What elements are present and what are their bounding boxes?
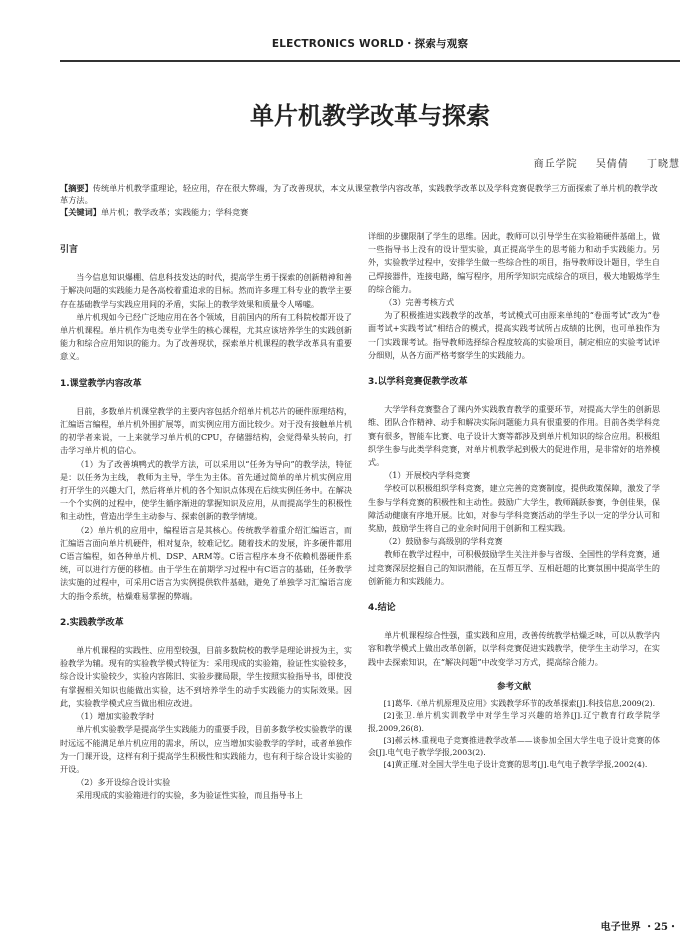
paragraph: 单片机实验教学是提高学生实践能力的重要手段，目前多数学校实验教学的课时远远不能满足单片机应用的需求，所以，应当增加实验教学的学时，或者单独作为一门课开设，这样有利于提高学生积极性和实践能力，也有利于综合设计实验的开设。 — [60, 724, 352, 774]
header-rule — [60, 60, 680, 62]
keywords — [60, 206, 660, 218]
section-heading-1: 1.课堂教学内容改革 — [60, 378, 142, 389]
page-number: ・25・ — [644, 922, 678, 933]
paragraph: 学校可以积极组织学科竞赛，建立完善的竞赛制度，提供政策保障，激发了学生参与学科竞赛的积极性和主动性。鼓励广大学生，教师踊跃参赛，争创佳果，保障活动健康有序地开展。比如，对参与学科竞赛活动的学生予以一定的学分认可和奖励，鼓励学生将自己的业余时间用于创新和工程实践。 — [368, 483, 660, 534]
keywords-label: 【关键词】 — [60, 207, 101, 217]
references-heading: 参考文献 — [496, 681, 531, 692]
paragraph: 详细的步骤限制了学生的思维。因此，教师可以引导学生在实验箱硬件基础上，做一些指导书上没有的设计型实验，真正提高学生的思考能力和动手实践能力。另外，实验教学过程中，安排学生做一些综合性的项目，指导教师设计题目，学生自己焊接器件，连接电路，编写程序，用所学知识完成综合的项目，极大地锻炼学生的综合能力。 — [368, 231, 660, 294]
abstract — [60, 182, 660, 206]
paragraph: 单片机课程的实践性、应用型较强，目前多数院校的教学是理论讲授为主，实验教学为辅。现有的实验教学模式特征为：采用现成的实验箱，验证性实验较多，综合设计实验较少，实验内容陈旧、实验步骤局限，学生按照实验指导书，即使没有掌握相关知识也能做出实验，达不到培养学生的动手实践能力的实际效果。因此，实验教学模式应当做出相应改进。 — [60, 645, 352, 708]
paragraph: 为了积极推进实践教学的改革，考试模式可由原来单纯的“卷面考试”改为“卷面考试+实践考试”相结合的模式，提高实践考试所占成绩的比例，也可单独作为一门实践课考试。指导教师选择综合程度较高的实验项目，制定相应的实验考试评分细则，从各方面严格考察学生的实践能力。 — [368, 310, 660, 360]
section-heading-3: 3.以学科竞赛促教学改革 — [368, 377, 468, 388]
paragraph: （1）为了改善填鸭式的教学方法，可以采用以“任务为导向”的教学法，特征是：以任务为主线， 教师为主导，学生为主体。首先通过简单的单片机实例应用打开学生的兴趣大门，然后将单片机的各个知识点体现在后续实例任务中。在解决一个个实例的过程中，使学生循序渐进的掌握知识及应用，从而提高学生的积极性和主动性，营造出学生主动参与、探索创新的教学情境。 — [60, 458, 352, 522]
paragraph: （1）增加实验教学时 — [76, 711, 155, 722]
author-name: 丁晓慧 — [647, 159, 680, 170]
author-name: 吴倩倩 — [595, 159, 629, 170]
paragraph: （2）鼓励参与高级别的学科竞赛 — [384, 536, 503, 547]
reference-item: [2]张卫.单片机实训教学中对学生学习兴趣的培养[J].辽宁教育行政学院学报,2009,26(8). — [368, 711, 660, 733]
article-title: 单片机教学改革与探索 — [250, 102, 490, 130]
paragraph: （3）完善考核方式 — [384, 297, 455, 308]
abstract-label: 【摘要】 — [60, 183, 93, 193]
section-heading-intro: 引言 — [60, 245, 79, 255]
paragraph: （2）单片机的应用中，编程语言是其核心。传统教学着重介绍汇编语言，而汇编语言面向单片机硬件，相对复杂，较难记忆。随着技术的发展，许多硬件都用C语言编程，如各种单片机、DSP、ARM等。C语言程序本身不依赖机器硬件系统，可以进行方便的移植。由于学生在前期学习过程中有C语言的基础，任务教学法实施的过程中，可采用C语言为实例提供软件基础，避免了单独学习汇编语言庞大的指令系统，枯燥难易掌握的弊端。 — [60, 524, 352, 601]
abstract-block — [60, 182, 660, 218]
paragraph: （2）多开设综合设计实验 — [76, 777, 171, 788]
affiliation: 商丘学院 — [533, 159, 578, 170]
section-heading-4: 4.结论 — [368, 603, 396, 614]
left-column — [60, 230, 352, 803]
paragraph: 目前，多数单片机课堂教学的主要内容包括介绍单片机芯片的硬件原理结构，汇编语言编程，单片机外围扩展等，而实例应用方面比较少。对于没有接触单片机的初学者来说，一上来就学习单片机的CPU，存储器结构，会觉得晕头转向，打击学习单片机的信心。 — [60, 405, 352, 456]
reference-item: [1]葛华.《单片机原理及应用》实践教学环节的改革探索[J].科技信息,2009(2). — [383, 699, 656, 709]
abstract-text: 传统单片机教学重理论，轻应用，存在很大弊端，为了改善现状，本文从课堂教学内容改革，实践教学改革以及学科竞赛促教学三方面探索了单片机的教学改革方法。 — [60, 183, 658, 205]
page-footer — [601, 918, 678, 933]
author-line — [520, 155, 680, 170]
keywords-text: 单片机；教学改革；实践能力；学科竞赛 — [100, 207, 249, 217]
right-column — [368, 230, 660, 771]
paragraph: 单片机现如今已经广泛地应用在各个领域，目前国内的所有工科院校都开设了单片机课程。单片机作为电类专业学生的核心课程，尤其应该培养学生的实践创新能力和综合应用知识的能力。为了改善现状，探索单片机课程的教学改革具有重要意义。 — [60, 311, 352, 362]
paragraph: 教师在教学过程中，可积极鼓励学生关注并参与省级、全国性的学科竞赛，通过竞赛深层挖掘自己的知识潜能，在互帮互学、互相赶超的比赛氛围中提高学生的创新能力和实践能力。 — [368, 549, 660, 586]
paragraph: 单片机课程综合性强，重实践和应用，改善传统教学枯燥乏味，可以从教学内容和教学模式上做出改革创新，以学科竞赛促进实践教学，使学生主动学习，在实践中去探索知识，在“解决问题”中改变学习方式，提高综合能力。 — [368, 630, 660, 667]
magazine-name: 电子世界 — [600, 922, 641, 933]
running-header: ELECTRONICS WORLD・探索与观察 — [271, 38, 469, 50]
paragraph: 当今信息知识爆棚、信息科技发达的时代，提高学生勇于探索的创新精神和善于解决问题的实践能力是各高校着重追求的目标。然而许多理工科专业的教学主要存在基础教学与实践应用间的矛盾，实际上的教学效果和质量令人唏嘘。 — [60, 272, 352, 309]
paragraph: 大学学科竞赛整合了课内外实践教育教学的重要环节，对提高大学生的创新思维、团队合作精神、动手和解决实际问题能力具有很重要的作用。目前各类学科竞赛有很多，智能车比赛、电子设计大赛等都涉及到单片机知识的综合应用。积极组织学生参与此类学科竞赛，对单片机教学起到极大的促进作用，是非常好的培养模式。 — [368, 404, 660, 468]
paragraph: 采用现成的实验箱进行的实验，多为验证性实验，而且指导书上 — [76, 790, 303, 801]
reference-item: [3]郝云林.重视电子竞赛推进教学改革——谈参加全国大学生电子设计竞赛的体会[J].电气电子教学学报,2003(2). — [368, 735, 660, 757]
section-heading-2: 2.实践教学改革 — [60, 617, 124, 628]
reference-item: [4]黄正瑾.对全国大学生电子设计竞赛的思考[J].电气电子教学学报,2002(4). — [383, 760, 648, 770]
paragraph: （1）开展校内学科竞赛 — [384, 470, 471, 481]
